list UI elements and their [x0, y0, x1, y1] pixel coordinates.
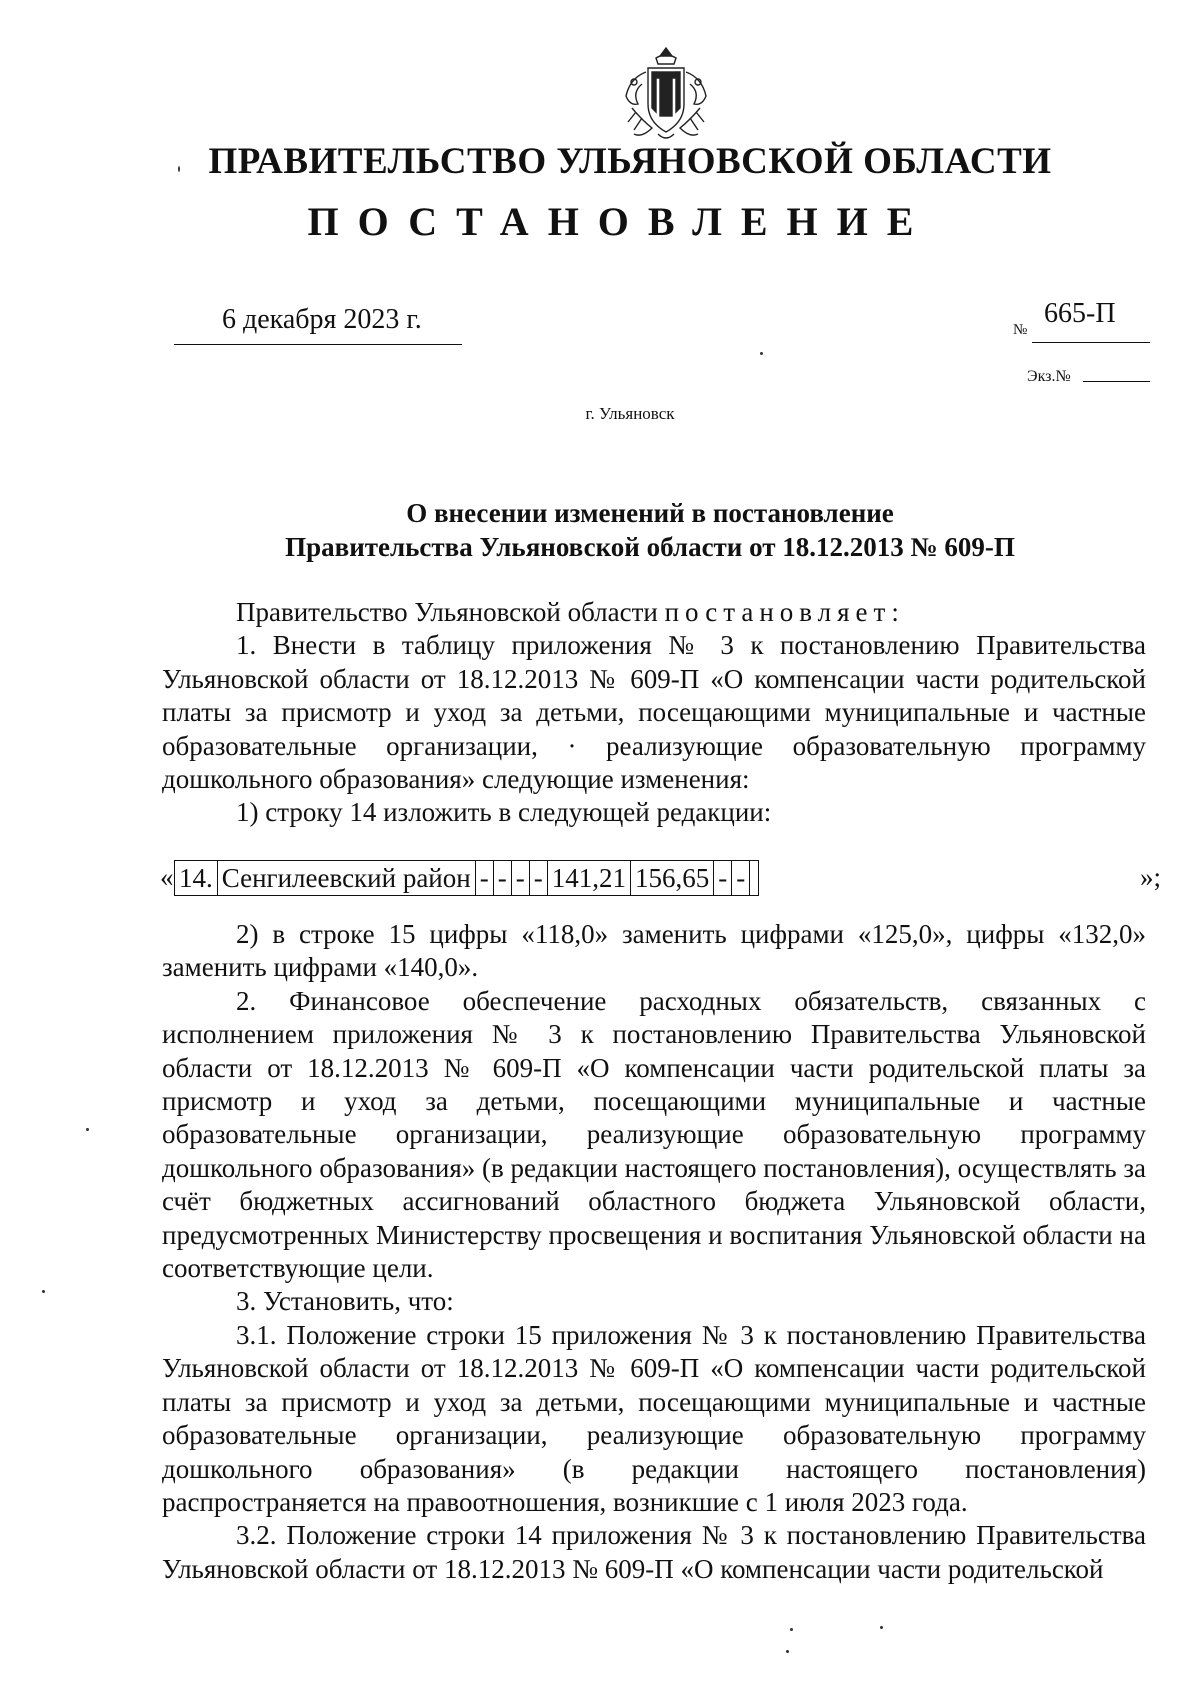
paragraph-1: 1. Внести в таблицу приложения № 3 к постановлению Правительства Ульяновской области от 18.12.2013 № 609-П «О компенсации части родительской платы за присмотр и уход за детьми, посещающими муниципальные и частные образовательные организации, · реализующие образовательную программу дошкольного образования» следующие изменения: [162, 630, 1146, 795]
copy-number-underline [1083, 381, 1150, 382]
paragraph-3: 3. Установить, что: [236, 1286, 454, 1317]
body-section-1 [162, 596, 1146, 830]
row-cell-district: Сенгилеевский район [217, 861, 475, 896]
scan-speck [760, 352, 763, 355]
row-open-quote: « [160, 862, 174, 892]
row-cell: - [714, 861, 732, 896]
row-cell: - [475, 861, 493, 896]
document-subject [230, 496, 1070, 564]
row-cell-value: 156,65 [630, 861, 713, 896]
row-table [174, 860, 759, 896]
number-underline [1032, 342, 1150, 343]
number-sign: № [1013, 322, 1028, 338]
row-cell: - [529, 861, 547, 896]
body-section-2 [162, 918, 1146, 1586]
date-underline [174, 344, 462, 345]
paragraph-2: 2. Финансовое обеспечение расходных обязательств, связанных с исполнением приложения № 3 к постановлению Правительства Ульяновской области от 18.12.2013 № 609-П «О компенсации части родительской платы за присмотр и уход за детьми, посещающими муниципальные и частные образовательные организации, реализующие образовательную программу дошкольного образования» (в редакции настоящего постановления), осуществлять за счёт бюджетных ассигнований областного бюджета Ульяновской области, предусмотренных Министерству просвещения и воспитания Ульяновской области на соответствующие цели. [162, 985, 1146, 1284]
row-cell: - [493, 861, 511, 896]
row-close-quote: »; [1140, 862, 1162, 892]
document-type-heading: ПОСТАНОВЛЕНИЕ [307, 199, 933, 244]
scan-speck [86, 1128, 89, 1131]
subject-line-1: О внесении изменений в постановление [406, 498, 894, 528]
row-cell: - [511, 861, 529, 896]
paragraph-1-item-2: 2) в строке 15 цифры «118,0» заменить цифрами «125,0», цифры «132,0» заменить цифрами «140,0». [162, 919, 1146, 983]
organization-title: ПРАВИТЕЛЬСТВО УЛЬЯНОВСКОЙ ОБЛАСТИ [208, 141, 1052, 182]
row-cell [750, 861, 759, 896]
document-number: 665-П [1044, 298, 1116, 329]
scan-speck [178, 166, 180, 172]
document-date: 6 декабря 2023 г. [222, 304, 422, 335]
paragraph-3-1: 3.1. Положение строки 15 приложения № 3 к постановлению Правительства Ульяновской области от 18.12.2013 № 609-П «О компенсации части родительской платы за присмотр и уход за детьми, посещающими муниципальные и частные образовательные организации, реализующие образовательную программу дошкольного образования» (в редакции настоящего постановления) распространяется на правоотношения, возникшие с 1 июля 2023 года. [162, 1319, 1146, 1517]
scan-speck [786, 1650, 789, 1653]
city-label: г. Ульяновск [585, 404, 675, 423]
coat-of-arms-emblem [612, 42, 720, 146]
paragraph-3-2: 3.2. Положение строки 14 приложения № 3 к постановлению Правительства Ульяновской области от 18.12.2013 № 609-П «О компенсации части родительской [162, 1520, 1146, 1584]
row-cell-value: 141,21 [547, 861, 630, 896]
preamble: Правительство Ульяновской области постановляет: [236, 597, 899, 627]
row-cell-number: 14. [175, 861, 218, 896]
paragraph-1-item-1: 1) строку 14 изложить в следующей редакции: [236, 797, 772, 828]
scan-speck [42, 1290, 45, 1293]
scan-speck [880, 1626, 883, 1629]
row-cell: - [732, 861, 750, 896]
copy-number-label: Экз.№ [1027, 368, 1071, 385]
scan-speck [790, 1628, 793, 1631]
subject-line-2: Правительства Ульяновской области от 18.12.2013 № 609-П [285, 532, 1015, 562]
